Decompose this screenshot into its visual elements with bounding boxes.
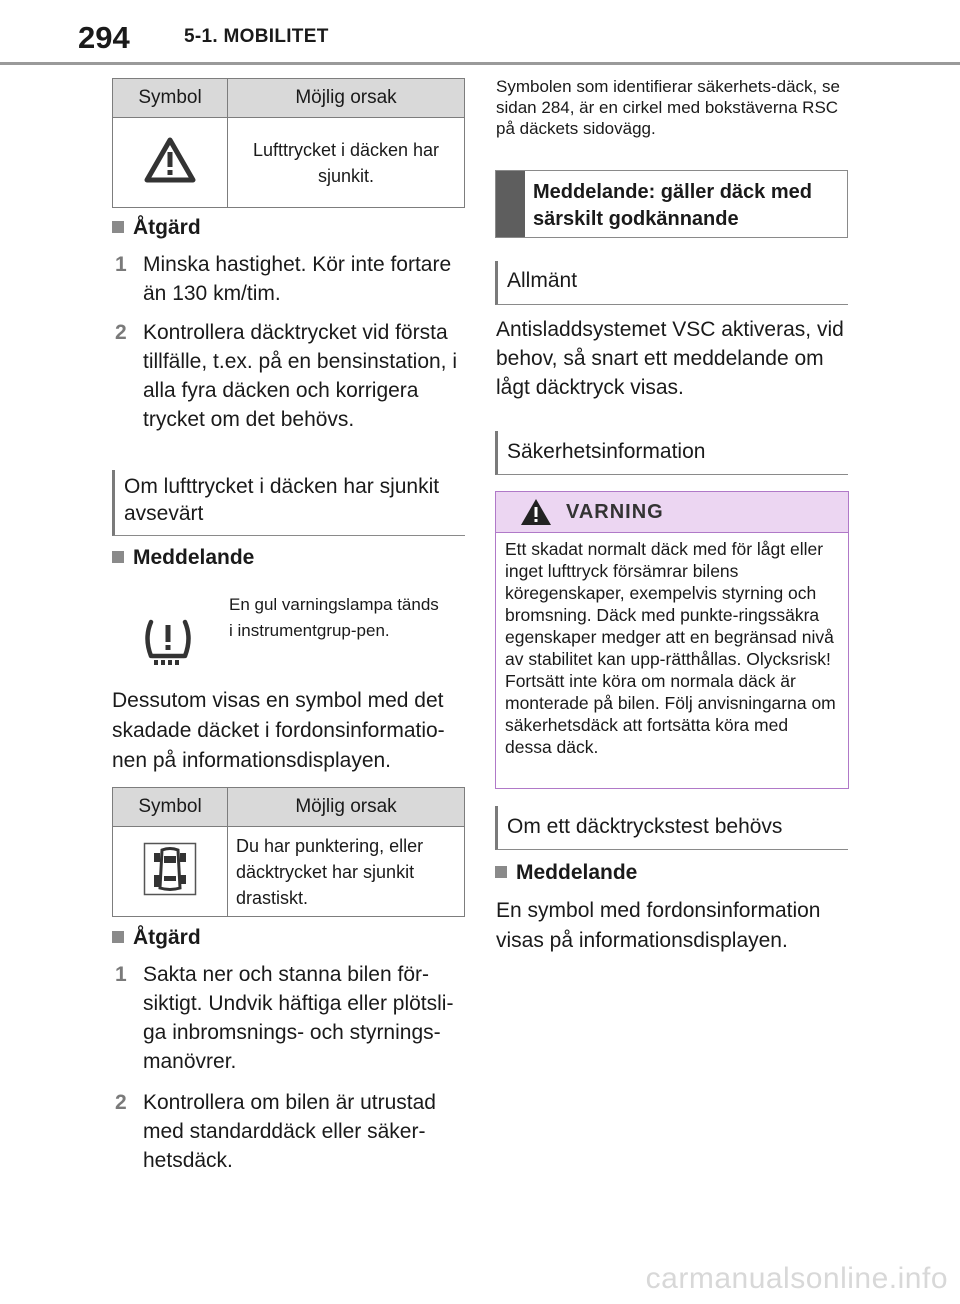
paragraph: Dessutom visas en symbol med det skadade däcket i fordonsinformatio-nen på informationsdisplayen.: [112, 689, 445, 772]
paragraph: Antisladdsystemet VSC aktiveras, vid behov, så snart ett meddelande om lågt däcktryck visas.: [496, 318, 844, 399]
footer-watermark: carmanualsonline.info: [645, 1262, 948, 1295]
table-header-cause: Möjlig orsak: [228, 79, 465, 118]
subheading-pressure-test: Om ett däcktryckstest behövs: [495, 806, 848, 850]
step-item: 1 Sakta ner och stanna bilen för-siktigt. Undvik häftiga eller plötsli-ga inbromsnings- och styrnings-manövrer.: [115, 963, 454, 1073]
symbol-table-1: [112, 78, 465, 208]
bullet-square-icon: [112, 931, 124, 943]
warning-box: [495, 491, 849, 789]
note-box-title: Meddelande: gäller däck med särskilt godkännande: [533, 181, 812, 230]
rsc-intro-text: Symbolen som identifierar säkerhets-däck, se sidan 284, är en cirkel med bokstäverna RSC på däckets sidovägg.: [496, 77, 840, 138]
table-header-symbol: Symbol: [113, 788, 228, 827]
section-heading-message-2: Meddelande: [495, 861, 637, 885]
warning-label: VARNING: [566, 501, 664, 523]
warning-triangle-icon: [144, 137, 196, 183]
note-box-approved-tires: [495, 170, 848, 238]
subheading-safety-info: Säkerhetsinformation: [495, 431, 848, 475]
table-cause-cell: Du har punktering, eller däcktrycket har sjunkit drastiskt.: [228, 827, 465, 917]
warning-triangle-icon: [520, 498, 552, 526]
section-heading-message-1: Meddelande: [112, 546, 254, 570]
table-header-cause: Möjlig orsak: [228, 788, 465, 827]
warning-box-header: [496, 492, 848, 533]
paragraph: En symbol med fordonsinformation visas på informationsdisplayen.: [496, 899, 821, 952]
bullet-square-icon: [495, 866, 507, 878]
page-number: 294: [78, 20, 130, 55]
step-item: 1 Minska hastighet. Kör inte fortare än 130 km/tim.: [115, 253, 452, 305]
bullet-square-icon: [112, 221, 124, 233]
table-symbol-cell: [113, 118, 228, 208]
table-symbol-cell: [113, 827, 228, 917]
step-item: 2 Kontrollera om bilen är utrustad med standarddäck eller säker-hetsdäck.: [115, 1091, 436, 1172]
chapter-title: 5-1. MOBILITET: [184, 26, 329, 47]
table-header-symbol: Symbol: [113, 79, 228, 118]
step-item: 2 Kontrollera däcktrycket vid första tillfälle, t.ex. på en bensinstation, i alla fyra däcken och korrigera trycket om det behövs.: [115, 321, 458, 431]
table-cause-cell: Lufttrycket i däcken har sjunkit.: [228, 118, 465, 208]
header-rule: [0, 62, 960, 65]
warning-text: Ett skadat normalt däck med för lågt eller inget lufttryck försämrar bilens köregenskaper, exempelvis styrning och bromsning. Däck med punkte-ringssäkra egenskaper medger att en begränsad nivå av stabilitet kan upp-rätthållas. Olycksrisk! Fortsätt inte köra om normala däck är monterade på bilen. Följ anvisningarna om säkerhetsdäck att fortsätta köra med dessa däck.: [505, 539, 836, 757]
subheading-general: Allmänt: [495, 261, 848, 305]
subheading-pressure-dropped: Om lufttrycket i däcken har sjunkit avsevärt: [112, 470, 465, 536]
bullet-square-icon: [112, 551, 124, 563]
section-heading-action-1: Åtgärd: [112, 216, 201, 240]
section-heading-action-2: Åtgärd: [112, 926, 201, 950]
tire-pressure-warning-icon: [142, 616, 194, 673]
symbol-table-2: [112, 787, 465, 917]
note-box-bar: [496, 171, 525, 237]
car-flat-tire-icon: [143, 842, 197, 896]
warning-lamp-text: En gul varningslampa tänds i instrumentgrup-pen.: [229, 595, 439, 640]
